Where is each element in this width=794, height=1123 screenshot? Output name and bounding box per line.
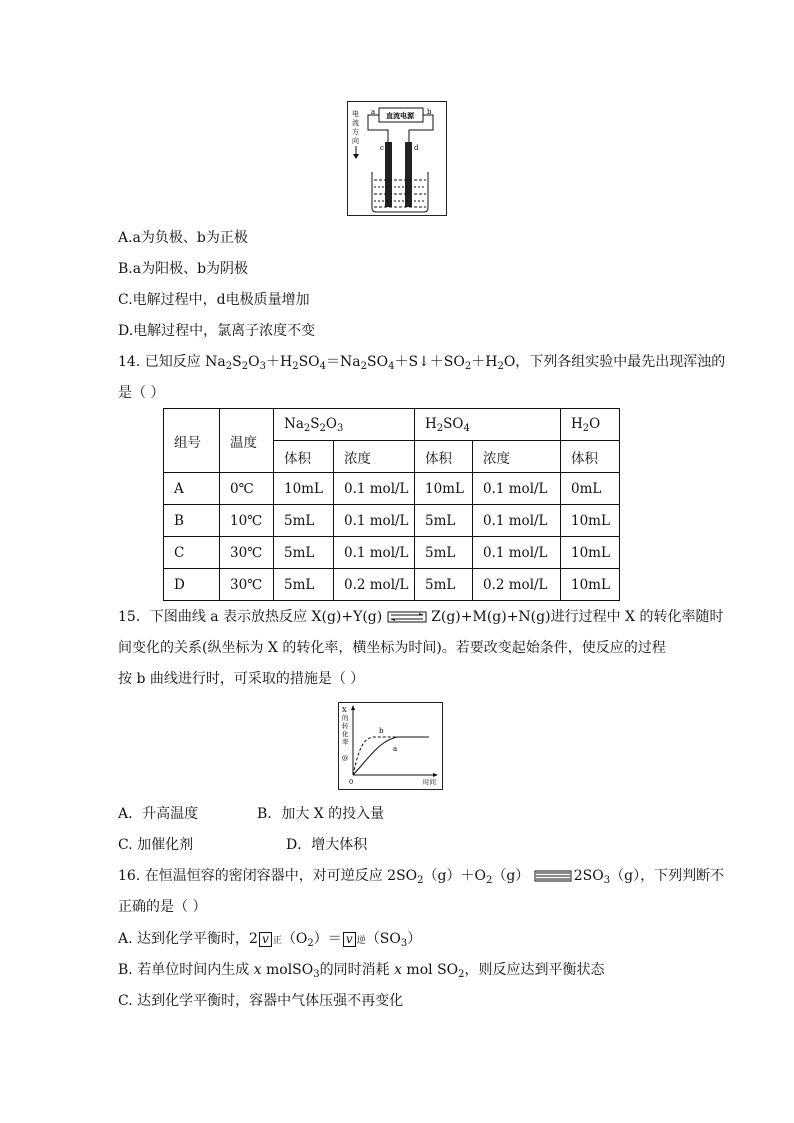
sub: 3 [603,875,611,886]
sub: 2 [241,361,249,372]
q15-stem-line1 [118,607,723,627]
q16-text-e: （g），下列判断不 [610,868,725,884]
t: mol SO [401,962,459,978]
q16-option-a [118,929,421,954]
table-cell: 0.2 mol/L [334,569,415,601]
curve-a [353,737,429,775]
table-cell: 0.1 mol/L [473,473,561,505]
table-cell: 10mL [415,473,473,505]
t: S [310,415,320,432]
equilibrium-arrow-icon [534,870,574,882]
table-row [164,473,620,505]
label-d: d [414,144,419,152]
q16-text-b: （g）＋O [423,868,486,884]
t: SO [443,415,464,432]
sub: 2 [497,361,504,372]
t: B. 若单位时间内生成 [118,962,254,978]
sub: 4 [388,361,395,372]
t: Na [284,415,304,432]
electrolysis-figure [347,101,447,216]
curve-b-label: b [379,727,384,735]
sub: 2 [417,875,424,886]
subheader-volume: 体积 [274,441,334,473]
table-cell: 10mL [561,505,620,537]
sub: 2 [319,422,326,434]
q15-option-b: B．加大 X 的投入量 [257,806,385,822]
q14-text-7: SO [367,354,389,370]
t: ） [407,931,422,947]
table-header-row [164,409,620,441]
table-cell: 30℃ [220,537,274,569]
q15-options-row1 [118,804,384,824]
q15-options-row2 [118,835,367,855]
table-cell: 5mL [274,505,334,537]
q14-text-5: SO [298,354,320,370]
table-cell: 30℃ [220,569,274,601]
sub: 2 [225,361,233,372]
q14-text-10: O，下列各组实验中最先出现浑浊的 [503,354,726,370]
velocity-box: v [343,932,356,947]
sub: 2 [458,969,465,980]
y-label-1: X [342,706,347,714]
q16-text-a: 16. 在恒温恒容的密闭容器中，对可逆反应 2SO [118,868,418,884]
sub: 2 [292,361,299,372]
side-label-1: 电 [352,110,359,118]
sub: 2 [436,422,444,434]
y-label-5: 率 [342,738,349,746]
sub: 4 [463,422,470,434]
y-label-4: 化 [342,730,349,738]
q16-text-d: 2SO [573,868,604,884]
subheader-volume: 体积 [415,441,473,473]
t: （O [281,931,308,947]
q16-stem-line2: 正确的是（ ） [118,899,207,915]
q14-text-2: S [232,354,242,370]
subheader-concentration: 浓度 [334,441,415,473]
var-x: x [394,962,402,978]
header-group: 组号 [164,409,220,473]
y-label-3: 转 [342,722,349,730]
table-cell: 5mL [274,537,334,569]
label-a: a [371,108,376,116]
q13-option-d: D.电解过程中，氯离子浓度不变 [118,323,316,339]
sub: 3 [259,361,266,372]
q16-text-c: （g） [492,868,530,884]
t: 的同时消耗 [319,962,395,978]
q16-option-c: C. 达到化学平衡时，容器中气体压强不再变化 [118,993,404,1009]
side-label-3: 方 [352,128,359,136]
t: O [325,415,337,432]
q13-option-a: A.a为负极、b为正极 [118,230,248,246]
q14-stem-line2: 是（ ） [118,385,165,401]
header-temperature: 温度 [220,409,274,473]
q14-stem-line1 [118,352,725,377]
header-h2o [561,409,620,441]
t: ，则反应达到平衡状态 [464,962,605,978]
table-row [164,537,620,569]
table-cell: 10mL [561,537,620,569]
curve-b [353,737,429,775]
sub: 4 [319,361,327,372]
electrolysis-diagram [348,102,446,215]
table-cell: 0.1 mol/L [473,505,561,537]
origin-label: 0 [349,778,354,786]
curve-a-label: a [393,745,398,753]
t: A. 达到化学平衡时，2 [118,931,258,947]
table-cell: 10mL [274,473,334,505]
power-label: 直流电源 [386,111,414,120]
q14-text-3: O [248,354,260,370]
table-cell: 0mL [561,473,620,505]
beaker [372,172,428,212]
side-label-2: 流 [352,119,359,127]
label-c: c [380,144,384,152]
x-axis-arrow [433,773,438,777]
q15-stem-line2: 间变化的关系(纵坐标为 X 的转化率，横坐标为时间)。若要改变起始条件，使反应的过程 [118,640,666,656]
table-cell: 5mL [415,537,473,569]
q16-option-b [118,960,605,985]
label-b: b [427,108,432,116]
t: molSO [261,962,314,978]
side-label-4: 向 [352,137,359,145]
table-cell: 0.1 mol/L [473,537,561,569]
header-na2s2o3 [274,409,415,441]
sub: 2 [485,875,493,886]
table-cell: 5mL [415,569,473,601]
electrode-d [405,142,412,207]
subheader-concentration: 浓度 [473,441,561,473]
table-cell: A [164,473,220,505]
q15-text-b: Z(g)+M(g)+N(g)进行过程中 X 的转化率随时 [431,609,724,625]
sub: 2 [303,422,311,434]
sub: 3 [336,422,344,434]
table-cell: 10℃ [220,505,274,537]
forward-subscript: 正 [272,936,282,946]
q14-number: 14. [118,354,141,370]
electrode-c [385,142,392,207]
table-cell: 0.1 mol/L [334,537,415,569]
q16-stem-line1 [118,866,724,891]
q14-text-4: ＋H [265,354,293,370]
conversion-rate-graph [338,702,443,790]
sub: 2 [307,938,314,949]
q14-text-8: ＋S↓＋SO [394,354,465,370]
table-cell: 0.2 mol/L [473,569,561,601]
q14-text-9: ＋H [471,354,498,370]
velocity-box: v [259,932,272,947]
q14-experiment-table [163,408,620,601]
table-cell: 5mL [274,569,334,601]
y-label-6: @ [342,754,349,762]
table-row [164,505,620,537]
table-cell: 0.1 mol/L [334,505,415,537]
sub: 3 [313,969,320,980]
table-cell: 10mL [561,569,620,601]
q15-option-a: A．升高温度 [118,806,199,822]
t: H [425,415,437,432]
header-h2so4 [415,409,561,441]
table-row [164,569,620,601]
sub: 2 [464,361,472,372]
table-cell: D [164,569,220,601]
table-cell: C [164,537,220,569]
t: （SO [365,931,401,947]
table-cell: 0.1 mol/L [334,473,415,505]
q13-option-c: C.电解过程中，d电极质量增加 [118,292,310,308]
table-cell: 0℃ [220,473,274,505]
sub: 2 [360,361,367,372]
sub: 2 [582,422,590,434]
q13-option-b: B.a为阳极、b为阴极 [118,261,249,277]
var-x: x [253,962,262,978]
t: H [571,415,583,432]
equilibrium-arrow-icon [387,611,427,623]
q14-text-1: 已知反应 Na [144,354,226,370]
q14-text-6: ＝Na [326,354,361,370]
q15-option-c: C. 加催化剂 [118,837,194,853]
q15-text-a: 15．下图曲线 a 表示放热反应 X(g)+Y(g) [118,609,383,625]
conversion-curve-plot [339,703,442,789]
y-label-2: 的 [342,714,349,722]
q15-stem-line3: 按 b 曲线进行时，可采取的措施是（ ） [118,671,365,687]
table-cell: B [164,505,220,537]
t: ）＝ [313,931,342,947]
sub: 3 [400,938,408,949]
x-axis-label: 时间 [423,778,436,786]
subheader-volume: 体积 [561,441,620,473]
y-axis-arrow [351,705,355,710]
q15-option-d: D．增大体积 [286,837,368,853]
table-cell: 5mL [415,505,473,537]
t: O [589,415,601,432]
reverse-subscript: 逆 [356,936,366,946]
current-arrowhead [353,154,359,159]
